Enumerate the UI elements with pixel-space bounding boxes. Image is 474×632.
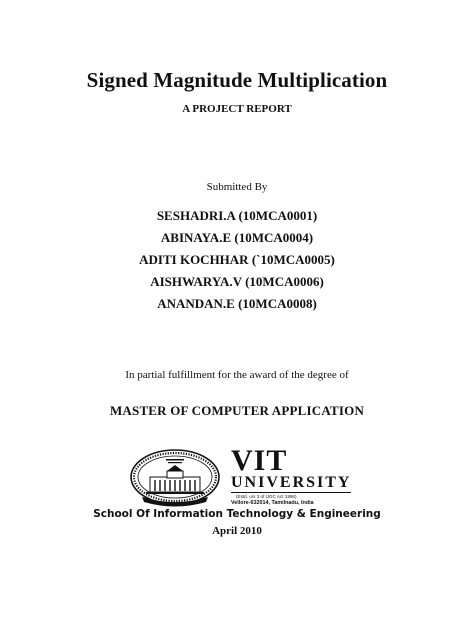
author-5: ANANDAN.E (10MCA0008) (157, 296, 317, 311)
submitted-by-label: Submitted By (206, 181, 268, 193)
school-name: School Of Information Technology & Engineering (93, 508, 381, 520)
vit-name: VIT (231, 444, 288, 477)
vit-seal-icon (128, 449, 224, 511)
partial-fulfillment-text: In partial fulfillment for the award of the degree of (125, 369, 349, 381)
report-title: Signed Magnitude Multiplication (86, 68, 388, 92)
author-3: ADITI KOCHHAR (`10MCA0005) (139, 252, 335, 267)
vit-estd-text: (Estd. u/s 3 of UGC Act 1956) (236, 494, 297, 499)
author-2: ABINAYA.E (10MCA0004) (160, 230, 314, 245)
vit-location-text: Vellore-632014, Tamilnadu, India (231, 500, 314, 506)
author-1: SESHADRI.A (10MCA0001) (156, 208, 318, 223)
author-4: AISHWARYA.V (10MCA0006) (150, 274, 324, 289)
report-subtitle: A PROJECT REPORT (182, 103, 292, 115)
university-logo (128, 444, 352, 511)
vit-wordmark (231, 444, 352, 511)
vit-university-label: UNIVERSITY (231, 474, 352, 491)
report-date: April 2010 (212, 525, 262, 537)
degree-name: MASTER OF COMPUTER APPLICATION (109, 403, 365, 418)
